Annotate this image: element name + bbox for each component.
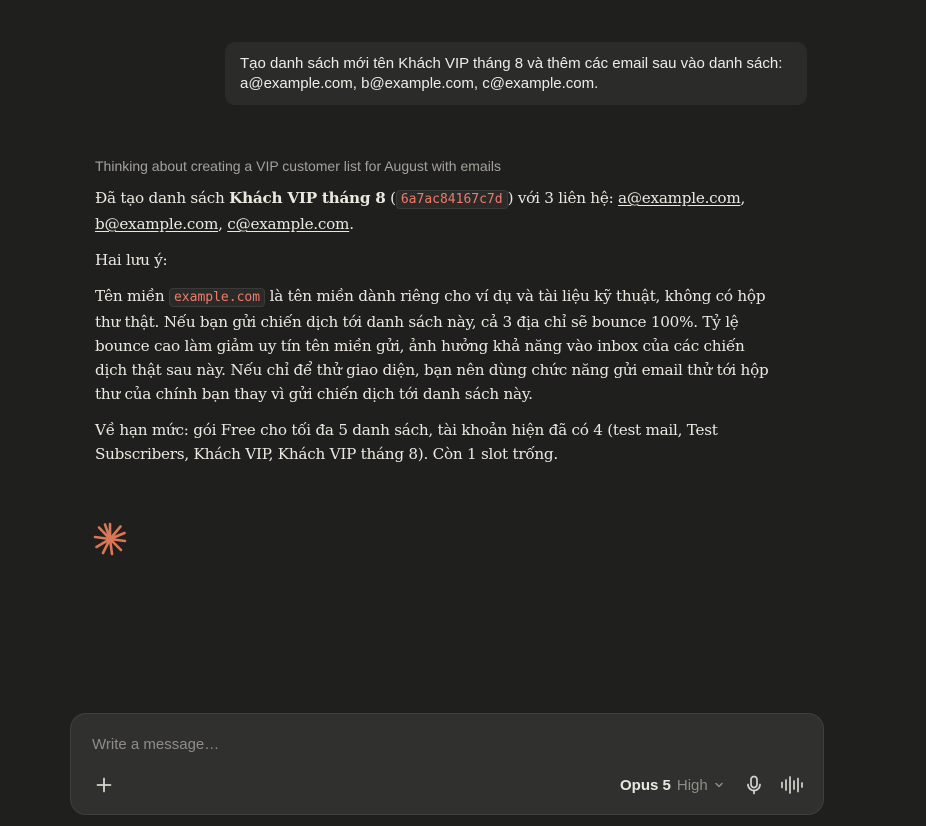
reply-paragraph-domain-note xyxy=(95,284,775,406)
reply-text: , xyxy=(740,189,746,207)
reply-text: Tên miền xyxy=(95,287,169,305)
reply-text: là tên miền dành riêng cho ví dụ và tài liệu kỹ thuật, không có hộp thư thật. Nếu bạn gửi chiến dịch tới danh sách này, cả 3 địa chỉ sẽ bounce 100%. Tỷ lệ bounce cao làm giảm uy tín tên miền gửi, ảnh hưởng khả năng vào inbox của các chiến dịch thật sau này. Nếu chỉ để thử giao diện, bạn nên dùng chức năng gửi email thử tới hộp thư của chính bạn thay vì gửi chiến dịch tới danh sách này. xyxy=(95,287,769,403)
model-name: Opus 5 xyxy=(620,776,671,794)
dictation-button[interactable] xyxy=(742,773,766,797)
reply-text: , xyxy=(218,215,228,233)
reply-paragraph-summary xyxy=(95,186,775,236)
chevron-down-icon xyxy=(714,780,724,790)
effort-level: High xyxy=(676,776,708,794)
model-selector[interactable] xyxy=(620,773,724,797)
voice-waveform-icon xyxy=(779,773,805,797)
reply-text: ( xyxy=(385,189,396,207)
list-id-code: 6a7ac84167c7d xyxy=(396,190,508,209)
email-link-c[interactable]: c@example.com xyxy=(227,215,350,233)
reply-text: . xyxy=(349,215,354,233)
message-input[interactable] xyxy=(92,736,692,753)
list-name: Khách VIP tháng 8 xyxy=(229,189,386,207)
reply-text: Đã tạo danh sách xyxy=(95,189,230,207)
reply-text: ) với 3 liên hệ: xyxy=(507,189,619,207)
reply-paragraph-quota-note: Về hạn mức: gói Free cho tối đa 5 danh sách, tài khoản hiện đã có 4 (test mail, Test Subscribers, Khách VIP, Khách VIP tháng 8). Còn 1 slot trống. xyxy=(95,421,718,463)
email-link-b[interactable]: b@example.com xyxy=(95,215,219,233)
message-composer xyxy=(70,713,824,815)
claude-spark-icon xyxy=(93,522,127,556)
user-message-text: Tạo danh sách mới tên Khách VIP tháng 8 và thêm các email sau vào danh sách: a@example.com, b@example.com, c@example.com. xyxy=(240,55,783,92)
add-attachment-button[interactable] xyxy=(92,773,116,797)
email-link-a[interactable]: a@example.com xyxy=(618,189,741,207)
assistant-reply xyxy=(95,186,775,478)
thinking-summary[interactable]: Thinking about creating a VIP customer list for August with emails xyxy=(95,158,501,174)
reply-paragraph-notes-heading: Hai lưu ý: xyxy=(95,251,168,269)
microphone-icon xyxy=(742,773,766,797)
domain-code: example.com xyxy=(169,288,265,307)
user-message-bubble xyxy=(225,42,807,105)
plus-icon xyxy=(92,773,116,797)
voice-mode-button[interactable] xyxy=(779,773,805,797)
